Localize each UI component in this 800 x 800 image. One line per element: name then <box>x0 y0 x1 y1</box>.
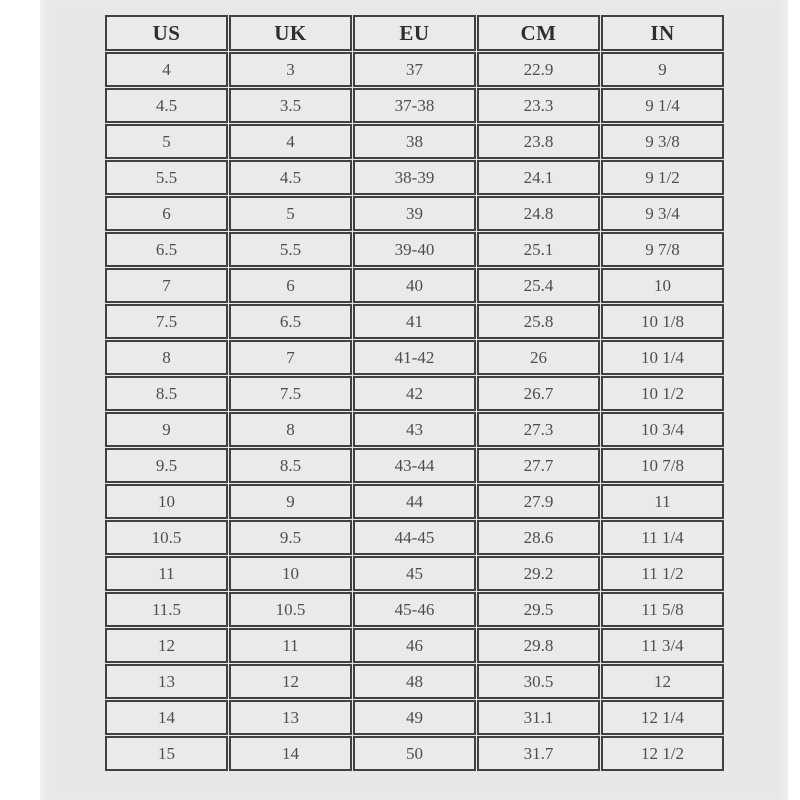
table-row <box>105 52 724 87</box>
table-row <box>105 124 724 159</box>
table-cell-us: 11 <box>105 556 228 591</box>
table-cell-in: 9 7/8 <box>601 232 724 267</box>
table-row <box>105 376 724 411</box>
table-row <box>105 736 724 771</box>
table-row <box>105 592 724 627</box>
table-cell-uk: 3.5 <box>229 88 352 123</box>
table-cell-in: 9 3/8 <box>601 124 724 159</box>
table-row <box>105 412 724 447</box>
table-cell-eu: 39-40 <box>353 232 476 267</box>
table-cell-us: 10 <box>105 484 228 519</box>
table-cell-cm: 24.1 <box>477 160 600 195</box>
table-cell-uk: 5.5 <box>229 232 352 267</box>
table-body <box>105 52 724 771</box>
table-cell-us: 7.5 <box>105 304 228 339</box>
table-cell-uk: 5 <box>229 196 352 231</box>
table-row <box>105 628 724 663</box>
table-cell-in: 11 1/2 <box>601 556 724 591</box>
table-cell-eu: 42 <box>353 376 476 411</box>
table-cell-uk: 11 <box>229 628 352 663</box>
table-cell-us: 12 <box>105 628 228 663</box>
table-cell-uk: 12 <box>229 664 352 699</box>
table-row <box>105 484 724 519</box>
table-cell-eu: 45-46 <box>353 592 476 627</box>
table-cell-uk: 8 <box>229 412 352 447</box>
table-cell-in: 11 <box>601 484 724 519</box>
table-cell-eu: 43-44 <box>353 448 476 483</box>
table-row <box>105 448 724 483</box>
table-cell-uk: 13 <box>229 700 352 735</box>
table-cell-cm: 23.8 <box>477 124 600 159</box>
table-cell-us: 8 <box>105 340 228 375</box>
table-cell-eu: 38 <box>353 124 476 159</box>
table-row <box>105 664 724 699</box>
table-row <box>105 700 724 735</box>
table-cell-us: 11.5 <box>105 592 228 627</box>
table-cell-in: 9 1/4 <box>601 88 724 123</box>
table-cell-cm: 30.5 <box>477 664 600 699</box>
table-cell-eu: 50 <box>353 736 476 771</box>
column-header-uk: UK <box>229 15 352 51</box>
table-cell-eu: 40 <box>353 268 476 303</box>
column-header-eu: EU <box>353 15 476 51</box>
table-cell-cm: 22.9 <box>477 52 600 87</box>
table-cell-eu: 46 <box>353 628 476 663</box>
table-cell-uk: 4.5 <box>229 160 352 195</box>
table-cell-us: 6.5 <box>105 232 228 267</box>
table-cell-cm: 27.9 <box>477 484 600 519</box>
table-cell-uk: 7 <box>229 340 352 375</box>
table-cell-us: 10.5 <box>105 520 228 555</box>
table-cell-eu: 39 <box>353 196 476 231</box>
table-cell-cm: 25.4 <box>477 268 600 303</box>
table-cell-us: 8.5 <box>105 376 228 411</box>
table-cell-cm: 26 <box>477 340 600 375</box>
table-cell-in: 10 7/8 <box>601 448 724 483</box>
table-cell-us: 7 <box>105 268 228 303</box>
table-header <box>105 15 724 51</box>
table-cell-eu: 41 <box>353 304 476 339</box>
table-cell-cm: 28.6 <box>477 520 600 555</box>
table-cell-us: 9.5 <box>105 448 228 483</box>
table-cell-eu: 37-38 <box>353 88 476 123</box>
table-cell-cm: 31.1 <box>477 700 600 735</box>
table-cell-in: 9 <box>601 52 724 87</box>
table-row <box>105 88 724 123</box>
table-cell-cm: 27.3 <box>477 412 600 447</box>
table-cell-uk: 6 <box>229 268 352 303</box>
table-cell-uk: 4 <box>229 124 352 159</box>
table-cell-cm: 29.5 <box>477 592 600 627</box>
table-cell-us: 15 <box>105 736 228 771</box>
table-cell-cm: 31.7 <box>477 736 600 771</box>
table-cell-cm: 25.8 <box>477 304 600 339</box>
table-cell-us: 6 <box>105 196 228 231</box>
table-row <box>105 232 724 267</box>
table-cell-uk: 8.5 <box>229 448 352 483</box>
table-cell-uk: 6.5 <box>229 304 352 339</box>
table-cell-uk: 10 <box>229 556 352 591</box>
table-cell-in: 10 <box>601 268 724 303</box>
table-cell-eu: 45 <box>353 556 476 591</box>
table-cell-in: 10 1/8 <box>601 304 724 339</box>
table-cell-in: 12 1/4 <box>601 700 724 735</box>
table-cell-us: 5.5 <box>105 160 228 195</box>
header-row <box>105 15 724 51</box>
table-cell-in: 12 <box>601 664 724 699</box>
table-cell-cm: 26.7 <box>477 376 600 411</box>
table-cell-cm: 25.1 <box>477 232 600 267</box>
table-cell-uk: 10.5 <box>229 592 352 627</box>
table-cell-eu: 49 <box>353 700 476 735</box>
table-cell-us: 9 <box>105 412 228 447</box>
column-header-us: US <box>105 15 228 51</box>
table-cell-eu: 48 <box>353 664 476 699</box>
table-cell-in: 12 1/2 <box>601 736 724 771</box>
table-cell-in: 11 1/4 <box>601 520 724 555</box>
table-cell-cm: 23.3 <box>477 88 600 123</box>
table-cell-us: 14 <box>105 700 228 735</box>
column-header-cm: CM <box>477 15 600 51</box>
table-cell-in: 9 1/2 <box>601 160 724 195</box>
table-cell-in: 10 1/2 <box>601 376 724 411</box>
table-cell-uk: 9 <box>229 484 352 519</box>
table-row <box>105 340 724 375</box>
table-row <box>105 556 724 591</box>
table-cell-uk: 7.5 <box>229 376 352 411</box>
table-cell-uk: 9.5 <box>229 520 352 555</box>
table-cell-in: 9 3/4 <box>601 196 724 231</box>
column-header-in: IN <box>601 15 724 51</box>
table-cell-cm: 24.8 <box>477 196 600 231</box>
table-row <box>105 304 724 339</box>
table-cell-in: 11 5/8 <box>601 592 724 627</box>
table-cell-eu: 38-39 <box>353 160 476 195</box>
table-cell-uk: 3 <box>229 52 352 87</box>
table-cell-uk: 14 <box>229 736 352 771</box>
table-cell-eu: 37 <box>353 52 476 87</box>
table-cell-us: 4 <box>105 52 228 87</box>
table-row <box>105 160 724 195</box>
table-row <box>105 196 724 231</box>
table-cell-eu: 41-42 <box>353 340 476 375</box>
table-cell-cm: 27.7 <box>477 448 600 483</box>
table-cell-us: 4.5 <box>105 88 228 123</box>
table-cell-us: 13 <box>105 664 228 699</box>
size-conversion-table <box>104 14 725 772</box>
table-cell-eu: 44-45 <box>353 520 476 555</box>
table-row <box>105 268 724 303</box>
table-cell-in: 10 1/4 <box>601 340 724 375</box>
table-cell-us: 5 <box>105 124 228 159</box>
table-cell-cm: 29.2 <box>477 556 600 591</box>
table-cell-eu: 44 <box>353 484 476 519</box>
table-cell-cm: 29.8 <box>477 628 600 663</box>
table-cell-in: 10 3/4 <box>601 412 724 447</box>
table-row <box>105 520 724 555</box>
table-cell-eu: 43 <box>353 412 476 447</box>
table-cell-in: 11 3/4 <box>601 628 724 663</box>
